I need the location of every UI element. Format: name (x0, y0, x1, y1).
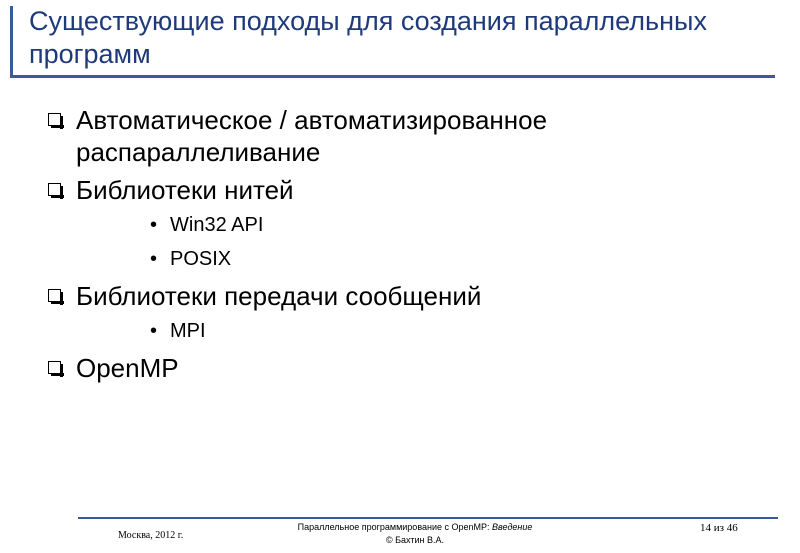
square-bullet-icon (48, 183, 61, 196)
dot-bullet-icon: • (150, 320, 158, 342)
sub-bullet-item (76, 212, 766, 238)
bullet-text: Библиотеки передачи сообщений (76, 281, 482, 311)
dot-bullet-icon: • (150, 248, 158, 270)
footer-course-prefix: Параллельное программирование с OpenMP: (297, 522, 493, 532)
bullet-text: Автоматическое / автоматизированное распараллеливание (76, 105, 548, 167)
square-bullet-icon (48, 289, 61, 302)
bullet-list (46, 104, 766, 390)
footer-author: © Бахтин В.А. (385, 535, 445, 545)
footer-course-section: Введение (492, 522, 533, 532)
footer-divider (78, 517, 778, 519)
sub-bullet-list (76, 212, 766, 272)
bullet-item (46, 174, 766, 272)
slide-title: Существующие подходы для создания параллельных программ (29, 6, 707, 69)
title-left-bar (10, 6, 13, 78)
bullet-item (46, 280, 766, 344)
sub-bullet-text: POSIX (170, 248, 232, 270)
square-bullet-icon (48, 113, 61, 126)
sub-bullet-item (76, 246, 766, 272)
footer-course-title (250, 521, 580, 547)
page-number: 14 из 46 (700, 522, 738, 534)
footer-location-date: Москва, 2012 г. (118, 530, 184, 541)
bullet-item (46, 352, 766, 384)
sub-bullet-list (76, 318, 766, 344)
sub-bullet-text: MPI (170, 320, 206, 342)
dot-bullet-icon: • (150, 214, 158, 236)
title-underline (10, 75, 775, 78)
bullet-text: Библиотеки нитей (76, 175, 294, 205)
bullet-item (46, 104, 766, 168)
sub-bullet-item (76, 318, 766, 344)
square-bullet-icon (48, 361, 61, 374)
sub-bullet-text: Win32 API (170, 214, 264, 236)
bullet-text: OpenMP (76, 353, 179, 383)
